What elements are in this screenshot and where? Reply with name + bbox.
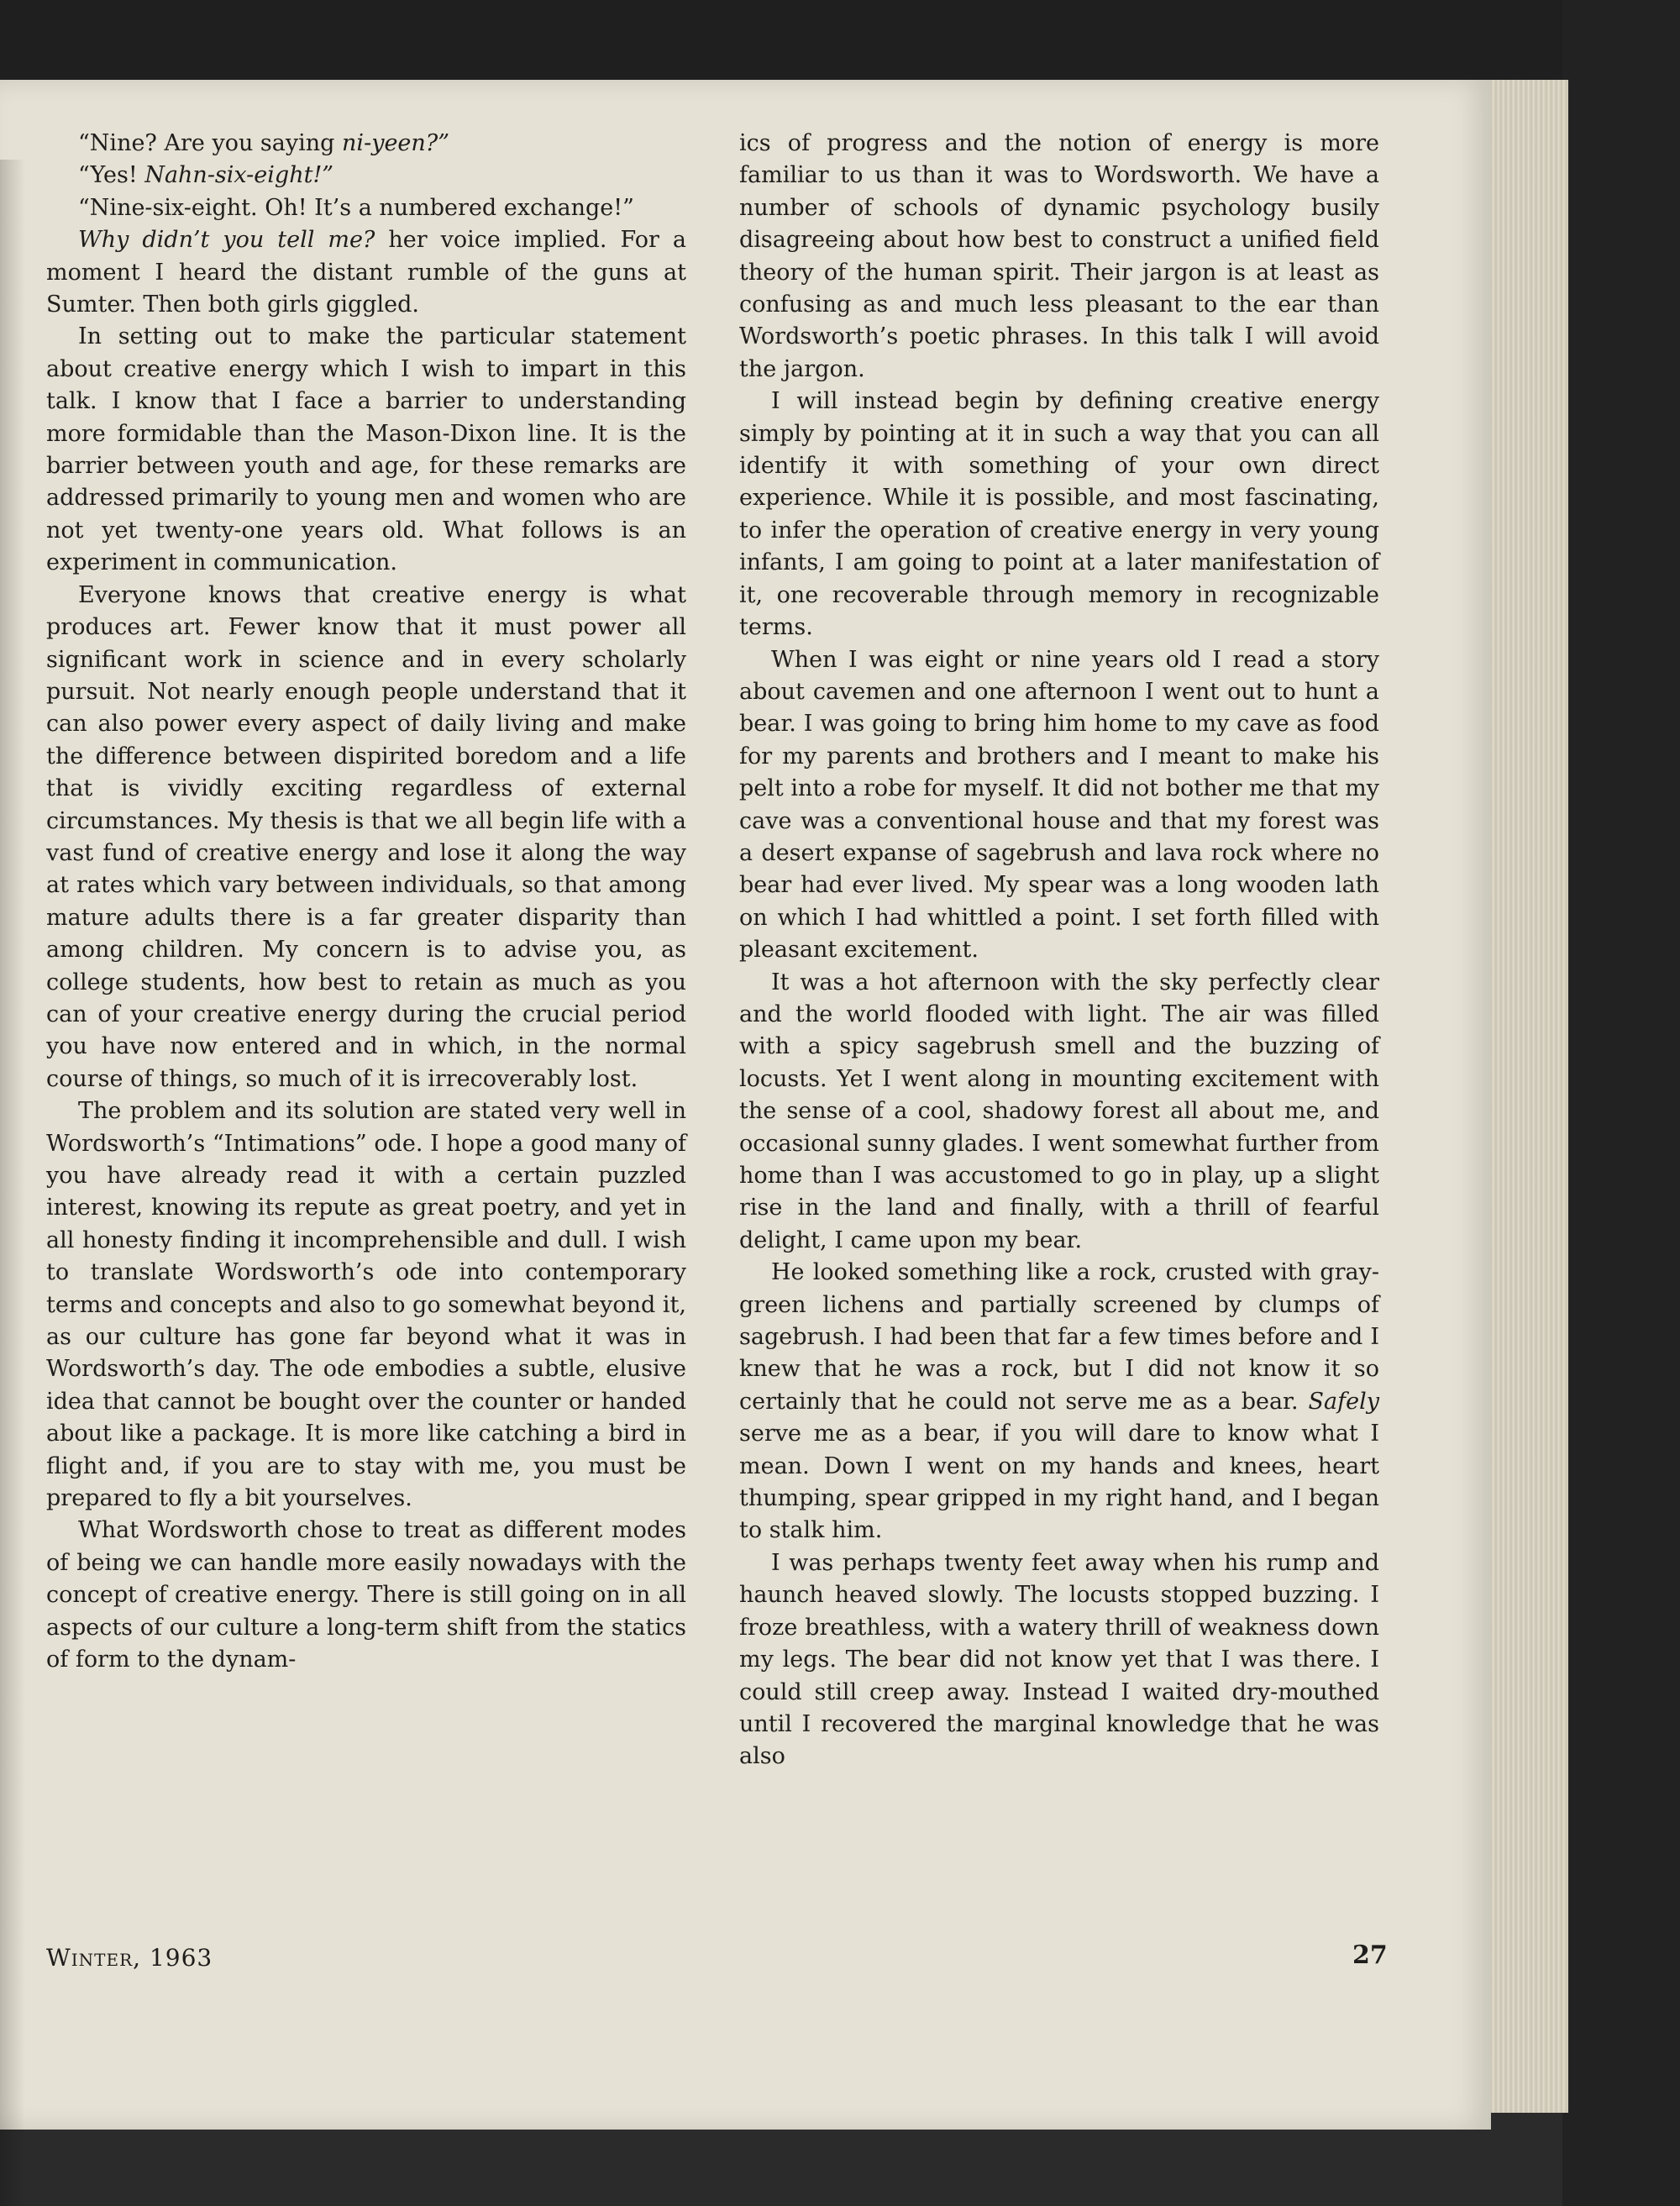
paragraph-text: He looked something like a rock, crusted with gray-green lichens and partially screened by clumps of sagebrush. I had been that far a few times before and I knew that he was a rock, but I did not know it so certainly that he could not serve me as a bear. (739, 1259, 1379, 1415)
paragraph-text: serve me as a bear, if you will dare to know what I mean. Down I went on my hands and knees, heart thumping, spear gripped in my right hand, and I began to stalk him. (739, 1421, 1379, 1544)
left-paragraph (46, 1095, 686, 1515)
left-paragraph (46, 160, 686, 192)
left-paragraph (46, 1515, 686, 1676)
right-text-column (739, 128, 1379, 1773)
left-text-column (46, 128, 686, 1677)
paragraph-text: It was a hot afternoon with the sky perfectly clear and the world flooded with light. The air was filled with a spicy sagebrush smell and the buzzing of locusts. Yet I went along in mounting excitement with the sense of a cool, shadowy forest all about me, and occasional sunny glades. I went somewhat further from home than I was accustomed to go in play, up a slight rise in the land and finally, with a thrill of fearful delight, I came upon my bear. (739, 969, 1379, 1253)
paragraph-text: “Nine? Are you saying (78, 130, 343, 156)
right-paragraph (739, 967, 1379, 1258)
page-stack-edge (1487, 80, 1568, 2113)
book-cover-edge (0, 0, 1680, 92)
italic-text: ni-yeen?” (342, 130, 450, 156)
issue-date: Winter, 1963 (46, 1944, 213, 1972)
italic-text: Safely (1308, 1388, 1379, 1415)
book-cover-right (1562, 0, 1680, 2206)
paragraph-text: In setting out to make the particular statement about creative energy which I wish to impart in this talk. I know that I face a barrier to understanding more formidable than the Mason-Dixon line. It is the barrier between youth and age, for these remarks are addressed primarily to young men and women who are not yet twenty-one years old. What follows is an experiment in communication. (46, 323, 686, 576)
italic-text: Why didn’t you tell me? (78, 227, 375, 254)
paragraph-text: When I was eight or nine years old I read a story about cavemen and one afternoon I went out to hunt a bear. I was going to bring him home to my cave as food for my parents and brothers and I meant to make his pelt into a robe for myself. It did not bother me that my cave was a conventional house and that my forest was a desert expanse of sagebrush and lava rock where no bear had ever lived. My spear was a long wooden lath on which I had whittled a point. I set forth filled with pleasant excitement. (739, 646, 1379, 964)
left-paragraph (46, 321, 686, 579)
right-paragraph (739, 386, 1379, 643)
gutter-shadow (0, 160, 25, 2206)
right-paragraph (739, 1257, 1379, 1547)
paragraph-text: her voice implied. For a moment I heard the distant rumble of the guns at Sumter. Then both girls giggled. (46, 227, 686, 318)
right-paragraph (739, 644, 1379, 967)
paragraph-text: ics of progress and the notion of energy is more familiar to us than it was to Wordsworth. We have a number of schools of dynamic psychology busily disagreeing about how best to construct a unified field theory of the human spirit. Their jargon is at least as confusing as and much less pleasant to the ear than Wordsworth’s poetic phrases. In this talk I will avoid the jargon. (739, 130, 1379, 382)
left-paragraph (46, 224, 686, 321)
left-paragraph (46, 128, 686, 160)
right-paragraph (739, 1547, 1379, 1773)
paragraph-text: Everyone knows that creative energy is what produces art. Fewer know that it must power all significant work in science and in every scholarly pursuit. Not nearly enough people understand that it can also power every aspect of daily living and make the difference between dispirited boredom and a life that is vividly exciting regardless of external circumstances. My thesis is that we all begin life with a vast fund of creative energy and lose it along the way at rates which vary between individuals, so that among mature adults there is a far greater disparity than among children. My concern is to advise you, as college students, how best to retain as much as you can of your creative energy during the crucial period you have now entered and in which, in the normal course of things, so much of it is irrecoverably lost. (46, 581, 686, 1092)
left-paragraph (46, 580, 686, 1096)
paragraph-text: I will instead begin by defining creative energy simply by pointing at it in such a way that you can all identify it with something of your own direct experience. While it is possible, and most fascinating, to infer the operation of creative energy in very young infants, I am going to point at a later manifestation of it, one recoverable through memory in recognizable terms. (739, 388, 1379, 641)
paragraph-text: I was perhaps twenty feet away when his rump and haunch heaved slowly. The locusts stopped buzzing. I froze breathless, with a watery thrill of weakness down my legs. The bear did not know yet that I was there. I could still creep away. Instead I waited dry-mouthed until I recovered the marginal knowledge that he was also (739, 1549, 1379, 1770)
italic-text: Nahn-six-eight!” (144, 162, 334, 189)
right-paragraph (739, 128, 1379, 386)
page-number: 27 (1352, 1941, 1388, 1970)
paragraph-text: “Nine-six-eight. Oh! It’s a numbered exchange!” (78, 194, 634, 221)
left-paragraph (46, 192, 686, 224)
paragraph-text: The problem and its solution are stated very well in Wordsworth’s “Intimations” ode. I hope a good many of you have already read it with a certain puzzled interest, knowing its repute as great poetry, and yet in all honesty finding it incomprehensible and dull. I wish to translate Wordsworth’s ode into contemporary terms and concepts and also to go somewhat beyond it, as our culture has gone far beyond what it was in Wordsworth’s day. The ode embodies a subtle, elusive idea that cannot be bought over the counter or handed about like a package. It is more like catching a bird in flight and, if you are to stay with me, you must be prepared to fly a bit yourselves. (46, 1098, 686, 1512)
paragraph-text: “Yes! (78, 162, 145, 189)
paragraph-text: What Wordsworth chose to treat as different modes of being we can handle more easily nowadays with the concept of creative energy. There is still going on in all aspects of our culture a long-term shift from the statics of form to the dynam- (46, 1517, 686, 1673)
